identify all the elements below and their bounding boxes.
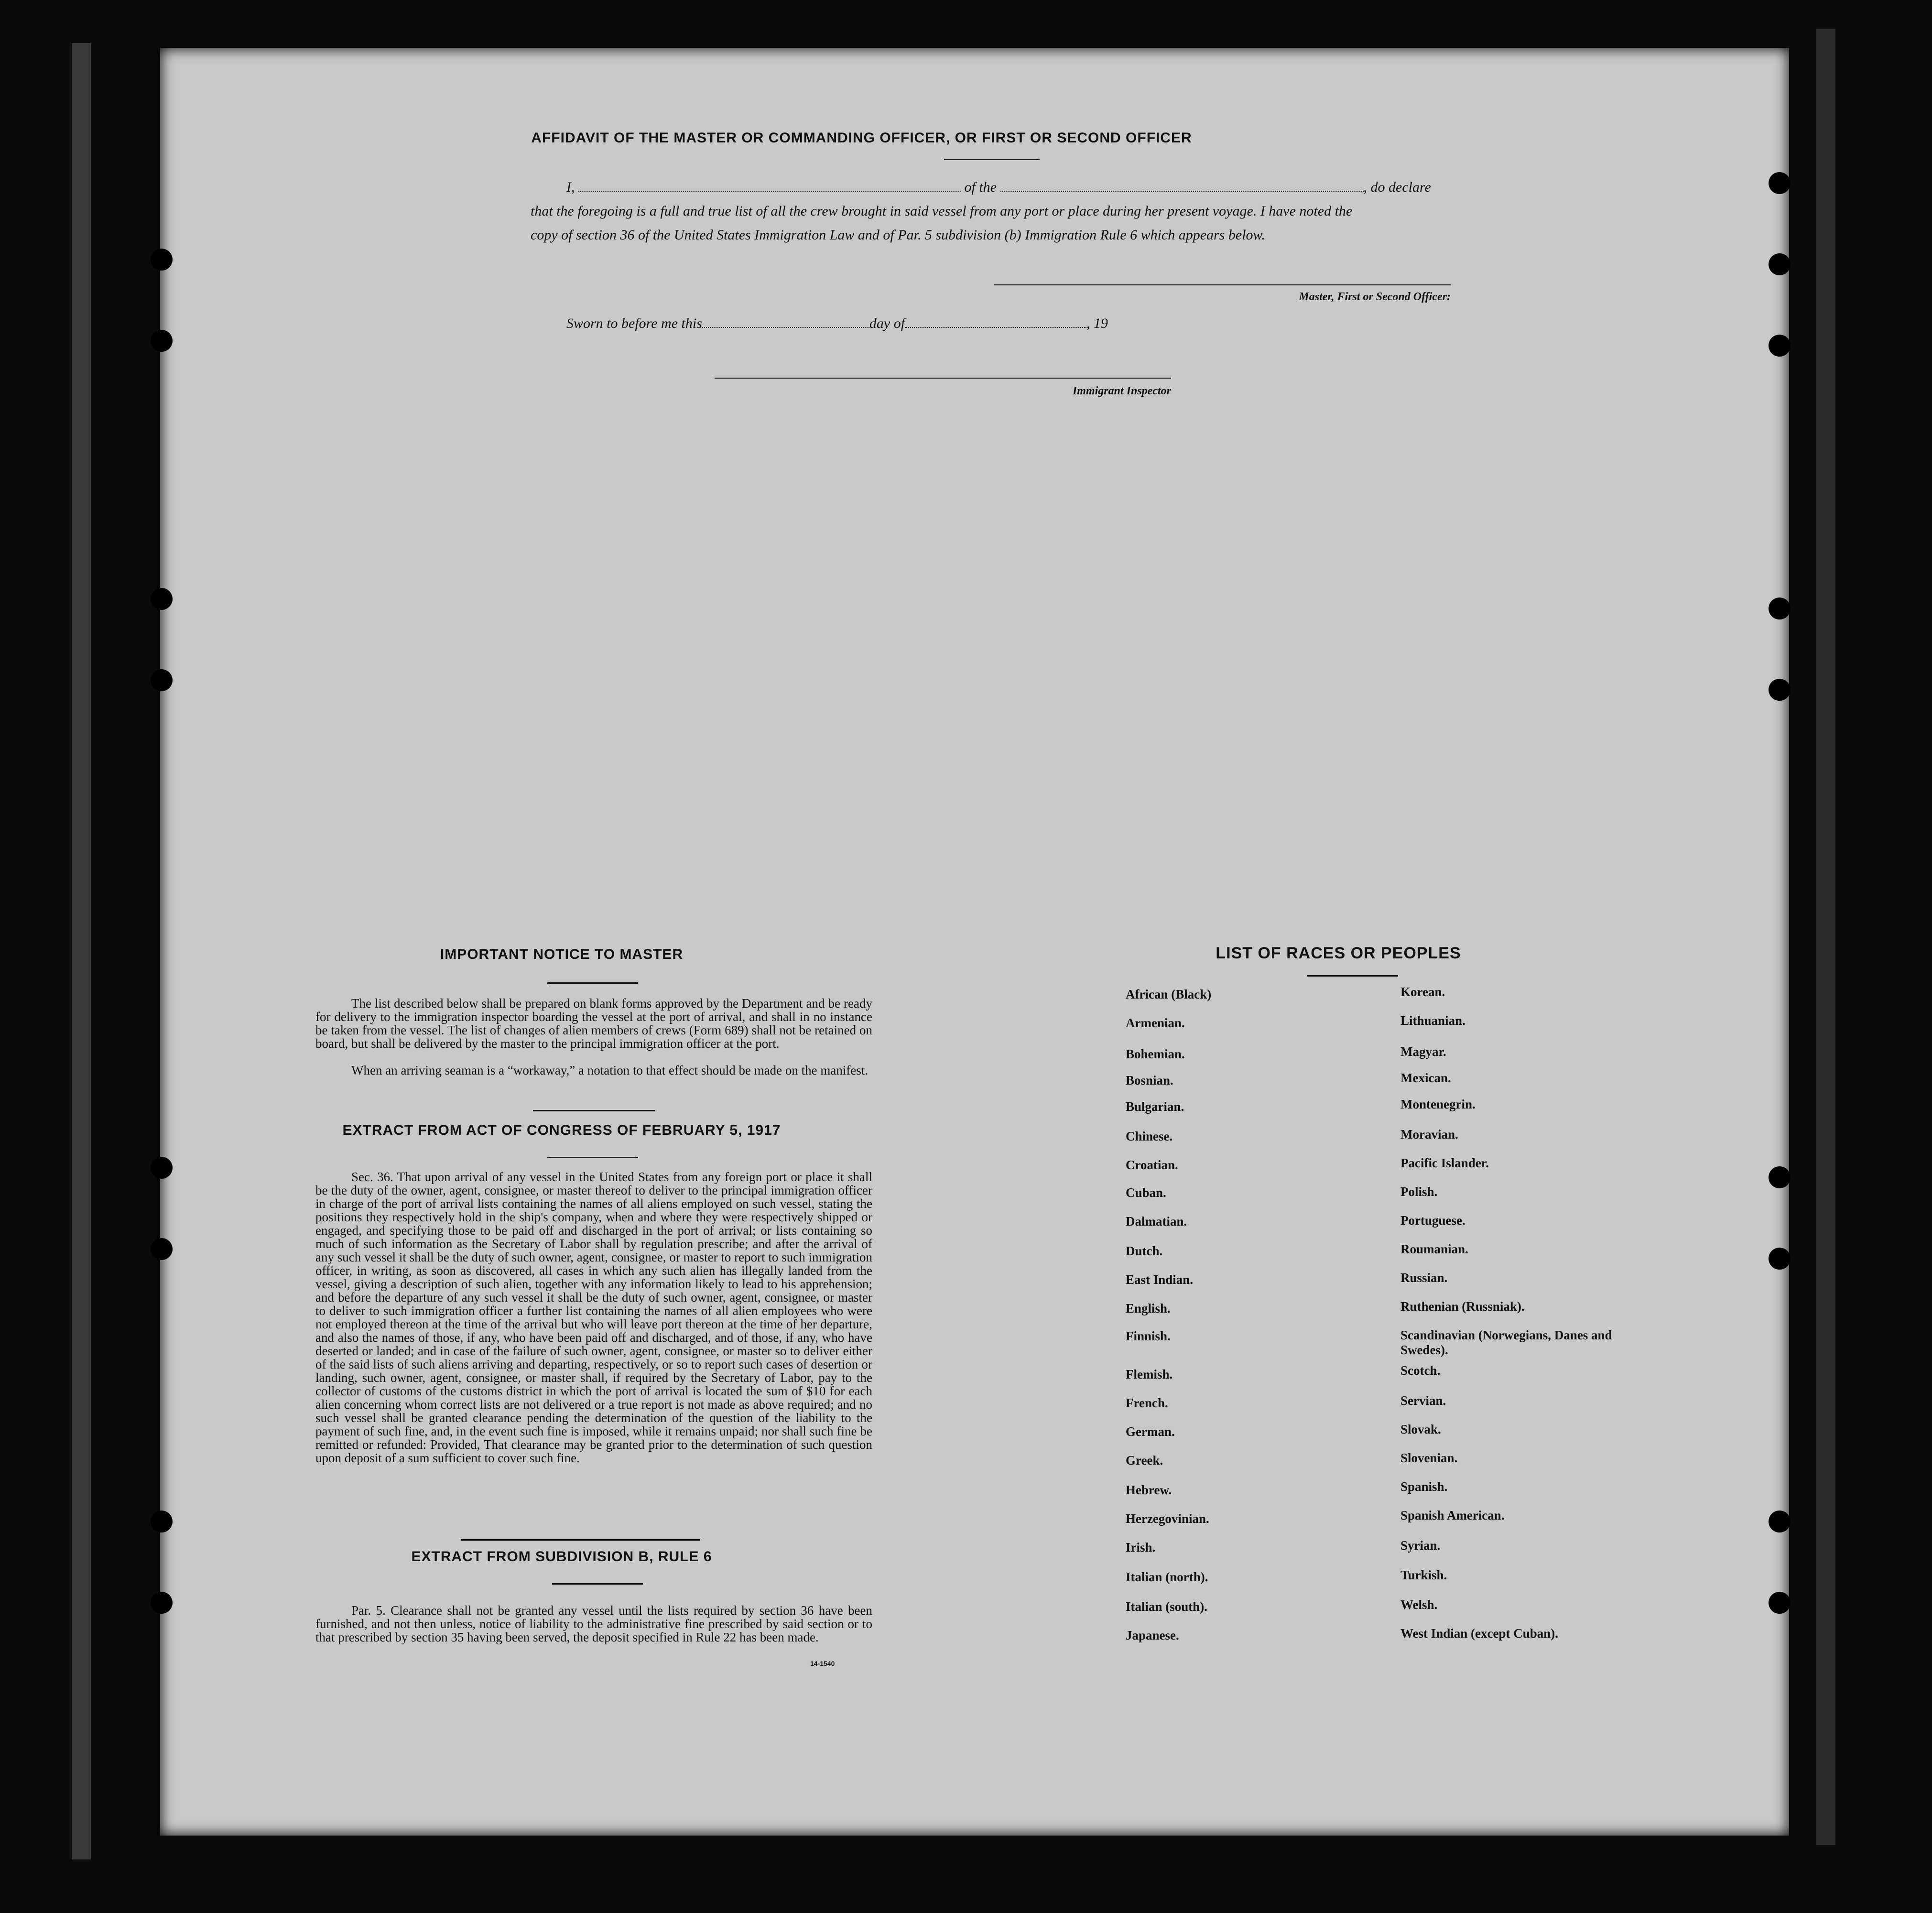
race-item: African (Black) [1126, 987, 1212, 1001]
affidavit-line-1 [566, 179, 1618, 196]
page-edge-right [1816, 29, 1835, 1845]
race-item: Bohemian. [1126, 1047, 1185, 1061]
binder-hole [1769, 1592, 1791, 1614]
race-item: Portuguese. [1400, 1213, 1465, 1228]
race-item: Finnish. [1126, 1329, 1171, 1343]
binder-hole [1769, 1511, 1791, 1533]
binder-hole [1769, 1248, 1791, 1270]
race-item: Spanish. [1400, 1479, 1448, 1494]
binder-hole [151, 1157, 173, 1179]
extract-rule-text: Par. 5. Clearance shall not be granted any vessel until the lists required by section 36 have been furnished, and not then unless, notice of liability to the administrative fine prescribed by said section or to that prescribed by section 35 having been served, the deposit specified in Rule 22 has been made. [315, 1603, 872, 1644]
inspector-signature-line[interactable] [715, 378, 1171, 379]
binder-hole [151, 249, 173, 271]
race-item: Roumanian. [1400, 1242, 1468, 1256]
race-item: Japanese. [1126, 1628, 1179, 1642]
binder-hole [151, 1592, 173, 1614]
race-item: Cuban. [1126, 1185, 1166, 1200]
race-item: Servian. [1400, 1393, 1446, 1408]
binder-hole [151, 1511, 173, 1533]
race-item: Bosnian. [1126, 1073, 1173, 1087]
divider [1307, 975, 1398, 977]
race-item: East Indian. [1126, 1272, 1194, 1287]
race-item: Italian (south). [1126, 1599, 1208, 1614]
divider [533, 1110, 655, 1111]
vessel-blank[interactable] [1000, 181, 1364, 192]
name-blank[interactable] [578, 181, 961, 192]
form-number: 14-1540 [810, 1660, 835, 1667]
do-declare-label: , do declare [1363, 179, 1431, 195]
sworn-month-blank[interactable] [905, 317, 1086, 328]
divider [547, 982, 638, 984]
document-page [160, 48, 1789, 1836]
race-item: Polish. [1400, 1185, 1438, 1199]
race-item: Irish. [1126, 1540, 1156, 1554]
divider [461, 1539, 700, 1541]
race-item: West Indian (except Cuban). [1400, 1626, 1559, 1641]
race-item: Mexican. [1400, 1071, 1451, 1085]
race-item: Hebrew. [1126, 1483, 1172, 1497]
divider [552, 1583, 643, 1585]
race-item: Croatian. [1126, 1158, 1178, 1172]
i-label: I, [566, 179, 575, 195]
inspector-label: Immigrant Inspector [1072, 385, 1171, 397]
race-item: Montenegrin. [1400, 1097, 1476, 1111]
binder-hole [1769, 172, 1791, 194]
binder-hole [151, 588, 173, 610]
sworn-line [566, 315, 1188, 332]
race-item: German. [1126, 1424, 1175, 1439]
binder-hole [1769, 335, 1791, 357]
race-item: Pacific Islander. [1400, 1156, 1489, 1170]
notice-para-2: When an arriving seaman is a “workaway,” a notation to that effect should be made on the manifest. [351, 1063, 868, 1077]
race-item: Flemish. [1126, 1367, 1173, 1381]
master-signature-line[interactable] [994, 284, 1451, 285]
of-the-label: of the [964, 179, 997, 195]
day-of-label: day of [869, 315, 905, 331]
race-item: Slovenian. [1400, 1451, 1458, 1465]
extract-act-text: Sec. 36. That upon arrival of any vessel in the United States from any foreign port or place it shall be the duty of the owner, agent, consignee, or master thereof to deliver to the principal immigration officer in charge of the port of arrival lists containing the names of all aliens employed on such vessel, stating the positions they respectively hold in the ship's company, when and where they were respectively shipped or engaged, and specifying those to be paid off and discharged in the port of arrival; or lists containing so much of such information as the Secretary of Labor shall by regulation prescribe; and after the arrival of any such vessel it shall be the duty of such owner, agent, consignee, or master to report to such immigration officer, in writing, as soon as discovered, all cases in which any such alien has illegally landed from the vessel, giving a description of such alien, together with any information likely to lead to his apprehension; and before the departure of any such vessel it shall be the duty of such owner, agent, consignee, or master to deliver to such immigration officer a further list containing the names of all alien employees who were not employed thereon at the time of the arrival but who will leave port thereon at the time of her departure, and also the names of those, if any, who have been paid off and discharged, and of those, if any, who have deserted or landed; and in case of the failure of such owner, agent, consignee, or master so to deliver either of the said lists of such aliens arriving and departing, respectively, or so to report such cases of desertion or landing, such owner, agent, consignee, or master shall, if required by the Secretary of Labor, pay to the collector of customs of the customs district in which the port of arrival is located the sum of $10 for each alien concerning whom correct lists are not delivered or a true report is not made as above required; and no such vessel shall be granted clearance pending the determination of the question of the liability to the payment of such fine, and, in the event such fine is imposed, while it remains unpaid; nor shall such fine be remitted or refunded: Provided, That clearance may be granted prior to the determination of such question upon deposit of a sum sufficient to cover such fine. [315, 1170, 872, 1465]
binder-hole [1769, 679, 1791, 701]
binder-hole [151, 330, 173, 352]
extract-act-title: EXTRACT FROM ACT OF CONGRESS OF FEBRUARY 5, 1917 [342, 1122, 781, 1138]
race-item: Italian (north). [1126, 1570, 1208, 1584]
affidavit-line-2: that the foregoing is a full and true list of all the crew brought in said vessel from any port or place during her present voyage. I have noted the [531, 203, 1353, 219]
binder-hole [151, 1238, 173, 1260]
sworn-day-blank[interactable] [702, 317, 869, 328]
race-item: Dutch. [1126, 1244, 1163, 1258]
notice-title: IMPORTANT NOTICE TO MASTER [440, 946, 684, 962]
binder-hole [151, 669, 173, 691]
race-item: Magyar. [1400, 1044, 1446, 1059]
race-item: French. [1126, 1396, 1168, 1410]
binder-hole [1769, 1166, 1791, 1188]
race-item: Chinese. [1126, 1129, 1173, 1143]
race-item: Greek. [1126, 1453, 1163, 1467]
master-signature-label: Master, First or Second Officer: [1299, 291, 1451, 303]
races-title: LIST OF RACES OR PEOPLES [1216, 944, 1461, 962]
binder-hole [1769, 598, 1791, 620]
race-item: Ruthenian (Russniak). [1400, 1299, 1525, 1314]
race-item: Scandinavian (Norwegians, Danes and Swedes). [1400, 1328, 1612, 1357]
race-item: Welsh. [1400, 1598, 1438, 1612]
race-item: Dalmatian. [1126, 1214, 1187, 1228]
race-item: Lithuanian. [1400, 1013, 1465, 1028]
page-edge-left [72, 43, 91, 1859]
race-item: Moravian. [1400, 1127, 1458, 1141]
race-item: Armenian. [1126, 1016, 1185, 1030]
race-item: Syrian. [1400, 1538, 1441, 1553]
race-item: Herzegovinian. [1126, 1511, 1209, 1526]
race-item: Korean. [1400, 985, 1445, 999]
race-item: English. [1126, 1301, 1171, 1315]
race-item: Slovak. [1400, 1422, 1441, 1436]
race-item: Scotch. [1400, 1363, 1441, 1378]
binder-hole [1769, 253, 1791, 275]
race-item: Turkish. [1400, 1568, 1447, 1582]
year-prefix: , 19 [1086, 315, 1108, 331]
affidavit-title: AFFIDAVIT OF THE MASTER OR COMMANDING OFFICER, OR FIRST OR SECOND OFFICER [531, 130, 1192, 146]
sworn-label: Sworn to before me this [566, 315, 702, 331]
affidavit-line-3: copy of section 36 of the United States Immigration Law and of Par. 5 subdivision (b) Immigration Rule 6 which appears below. [531, 227, 1265, 243]
divider [547, 1157, 638, 1158]
notice-para-1: The list described below shall be prepared on blank forms approved by the Department and be ready for delivery to the immigration inspector boarding the vessel at the port of arrival, and shall in no instance be taken from the vessel. The list of changes of alien members of crews (Form 689) shall not be retained on board, but shall be delivered by the master to the principal immigration officer at the port. [315, 996, 872, 1051]
race-item: Spanish American. [1400, 1508, 1505, 1522]
race-item: Russian. [1400, 1271, 1448, 1285]
divider [944, 159, 1040, 160]
extract-rule-title: EXTRACT FROM SUBDIVISION B, RULE 6 [411, 1549, 712, 1565]
race-item: Bulgarian. [1126, 1099, 1184, 1114]
